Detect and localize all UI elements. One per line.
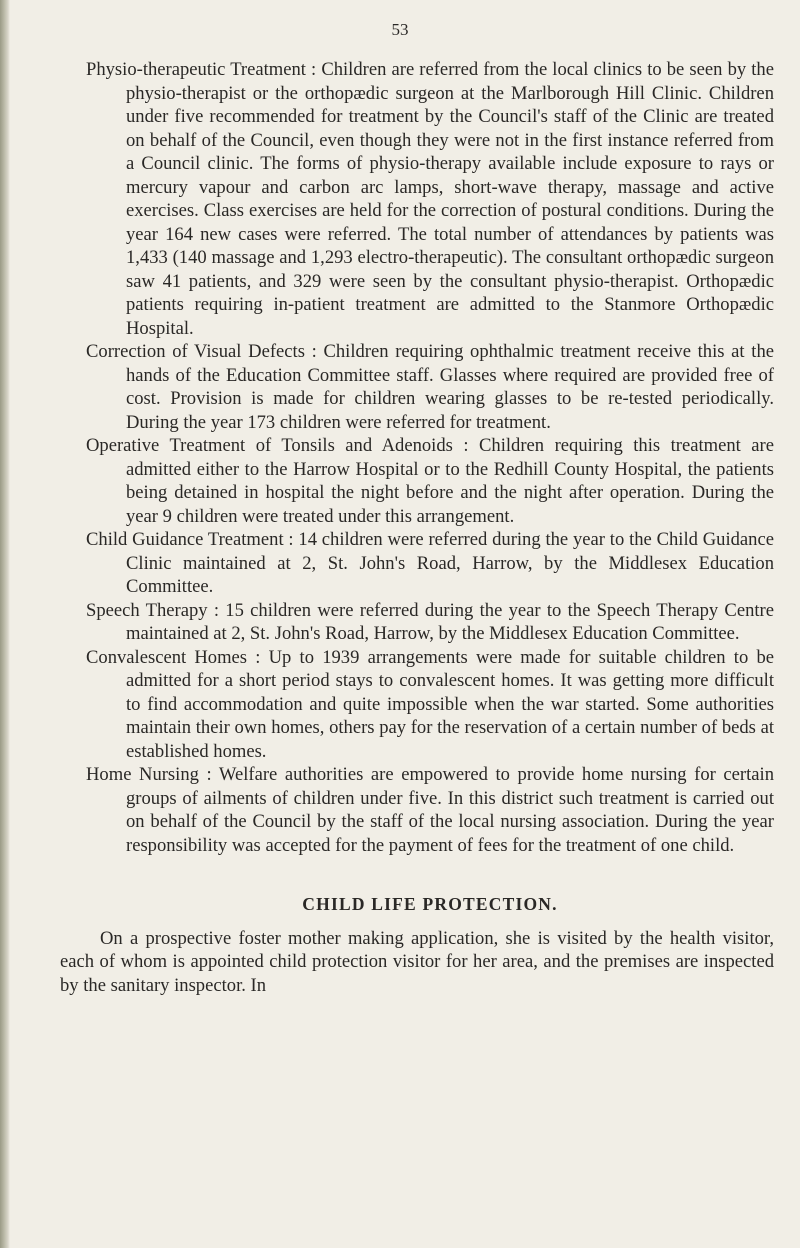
entry-home-nursing: Home Nursing : Welfare authorities are empowered to provide home nursing for certain groups of ailments of children under five. In this district such treatment is carried out on behalf of the Council by the staff of the local nursing association. During the year responsibility was accepted for the payment of fees for the treatment of one child. [86, 764, 774, 856]
entry-child-guidance-treatment: Child Guidance Treatment : 14 children were referred during the year to the Child Guidance Clinic maintained at 2, St. John's Road, Harrow, by the Middlesex Education Committee. [86, 529, 774, 597]
body-text [60, 58, 774, 997]
entry-tonsils-and-adenoids: Operative Treatment of Tonsils and Adenoids : Children requiring this treatment are admitted either to the Harrow Hospital or to the Redhill County Hospital, the patients being detained in hospital the night before and the night after operation. During the year 9 children were treated under this arrangement. [86, 435, 774, 527]
entry-correction-of-visual-defects: Correction of Visual Defects : Children requiring ophthalmic treatment receive this at the hands of the Education Committee staff. Glasses where required are provided free of cost. Provision is made for children wearing glasses to be re-tested periodically. During the year 173 children were referred for treatment. [86, 341, 774, 433]
entry-convalescent-homes: Convalescent Homes : Up to 1939 arrangements were made for suitable children to be admitted for a short period stays to convalescent homes. It was getting more difficult to find accommodation and quite impossible when the war started. Some authorities maintain their own homes, others pay for the reservation of a certain number of beds at established homes. [86, 646, 774, 762]
entry-physio-therapeutic-treatment: Physio-therapeutic Treatment : Children are referred from the local clinics to be seen by the physio-therapist or the orthopædic surgeon at the Marlborough Hill Clinic. Children under five recommended for treatment by the Council's staff of the Clinic are treated on behalf of the Council, even though they were not in the first instance referred from a Council clinic. The forms of physio-therapy available include exposure to rays or mercury vapour and carbon arc lamps, short-wave therapy, massage and active exercises. Class exercises are held for the correction of postural conditions. During the year 164 new cases were referred. The total number of attendances by patients was 1,433 (140 massage and 1,293 electro-therapeutic). The consultant orthopædic surgeon saw 41 patients, and 329 were seen by the consultant physio-therapist. Orthopædic patients requiring in-patient treatment are admitted to the Stanmore Orthopædic Hospital. [86, 59, 774, 339]
section-heading: CHILD LIFE PROTECTION. [302, 894, 558, 914]
section-paragraph: On a prospective foster mother making application, she is visited by the health visitor, each of whom is appointed child protection visitor for her area, and the premises are inspected by the sanitary inspector. In [60, 927, 774, 996]
binding-edge [0, 0, 10, 1248]
page-number: 53 [391, 20, 409, 39]
entry-speech-therapy: Speech Therapy : 15 children were referred during the year to the Speech Therapy Centre maintained at 2, St. John's Road, Harrow, by the Middlesex Education Committee. [86, 599, 774, 644]
